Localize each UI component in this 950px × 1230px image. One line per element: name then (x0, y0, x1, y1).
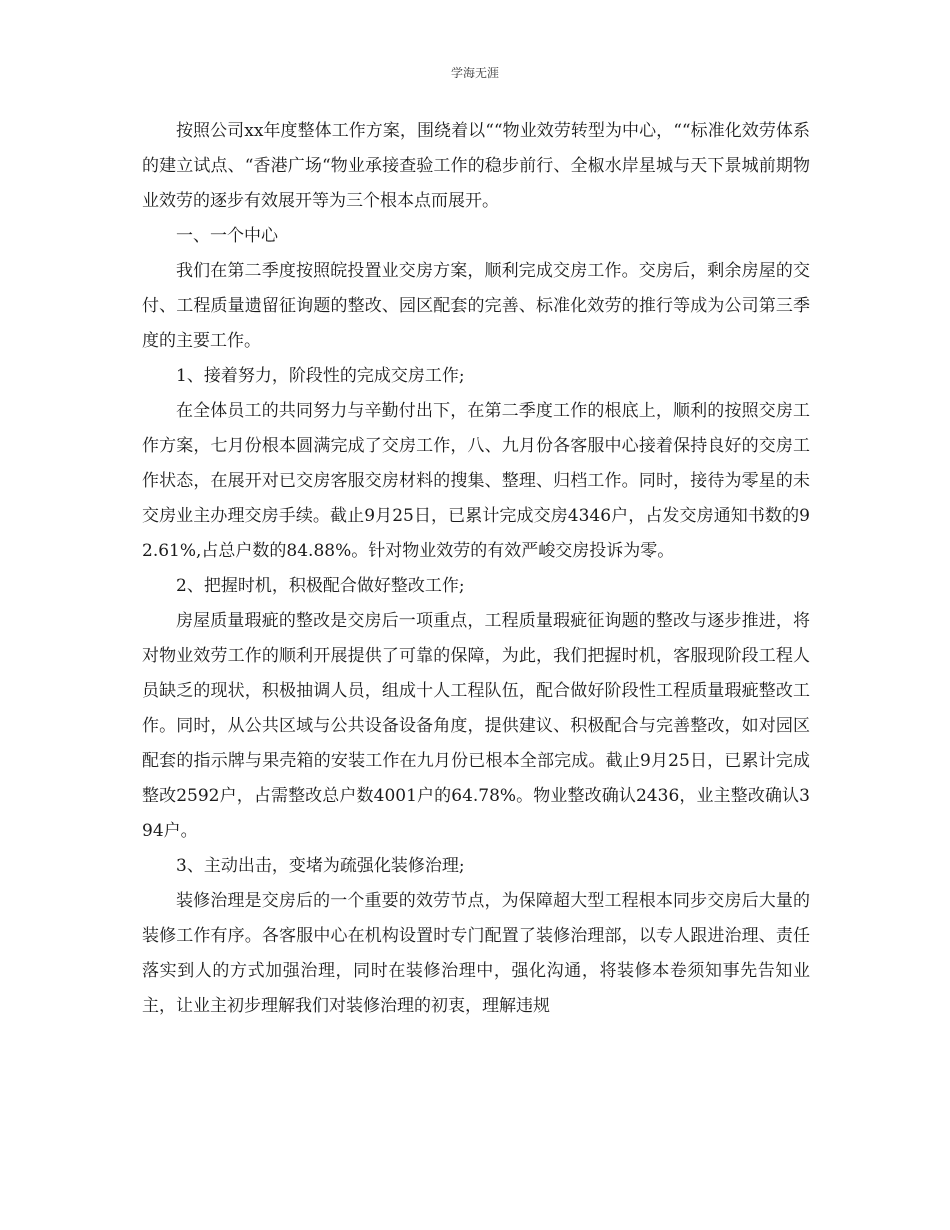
paragraph-intro: 按照公司xx年度整体工作方案，围绕着以““物业效劳转型为中心，““标准化效劳体系的建立试点、“香港广场“物业承接查验工作的稳步前行、全椒水岸星城与天下景城前期物业效劳的逐步有效展开等为三个根本点而展开。 (142, 121, 810, 211)
document-body (142, 114, 810, 1024)
paragraph-decoration: 装修治理是交房后的一个重要的效劳节点，为保障超大型工程根本同步交房后大量的装修工作有序。各客服中心在机构设置时专门配置了装修治理部，以专人跟进治理、责任落实到人的方式加强治理，同时在装修治理中，强化沟通，将装修本卷须知事先告知业主，让业主初步理解我们对装修治理的初衷，理解违规 (142, 891, 810, 1016)
paragraph-handover: 在全体员工的共同努力与辛勤付出下，在第二季度工作的根底上，顺利的按照交房工作方案，七月份根本圆满完成了交房工作，八、九月份各客服中心接着保持良好的交房工作状态，在展开对已交房客服交房材料的搜集、整理、归档工作。同时，接待为零星的未交房业主办理交房手续。截止9月25日，已累计完成交房4346户，占发交房通知书数的92.61%,占总户数的84.88%。针对物业效劳的有效严峻交房投诉为零。 (142, 401, 810, 561)
section-heading-one-center: 一、一个中心 (176, 226, 278, 246)
paragraph-rectification: 房屋质量瑕疵的整改是交房后一项重点，工程质量瑕疵征询题的整改与逐步推进，将对物业效劳工作的顺利开展提供了可靠的保障，为此，我们把握时机，客服现阶段工程人员缺乏的现状，积极抽调人员，组成十人工程队伍，配合做好阶段性工程质量瑕疵整改工作。同时，从公共区域与公共设备设备角度，提供建议、积极配合与完善整改，如对园区配套的指示牌与果壳箱的安装工作在九月份已根本全部完成。截止9月25日，已累计完成整改2592户，占需整改总户数4001户的64.78%。物业整改确认2436，业主整改确认394户。 (142, 611, 810, 841)
subheading-3: 3、主动出击，变堵为疏强化装修治理; (176, 856, 465, 876)
paragraph-one-center: 我们在第二季度按照皖投置业交房方案，顺利完成交房工作。交房后，剩余房屋的交付、工程质量遗留征询题的整改、园区配套的完善、标准化效劳的推行等成为公司第三季度的主要工作。 (142, 261, 810, 351)
subheading-1: 1、接着努力，阶段性的完成交房工作; (176, 366, 465, 386)
subheading-2: 2、把握时机，积极配合做好整改工作; (176, 576, 465, 596)
page-header: 学海无涯 (450, 66, 499, 80)
